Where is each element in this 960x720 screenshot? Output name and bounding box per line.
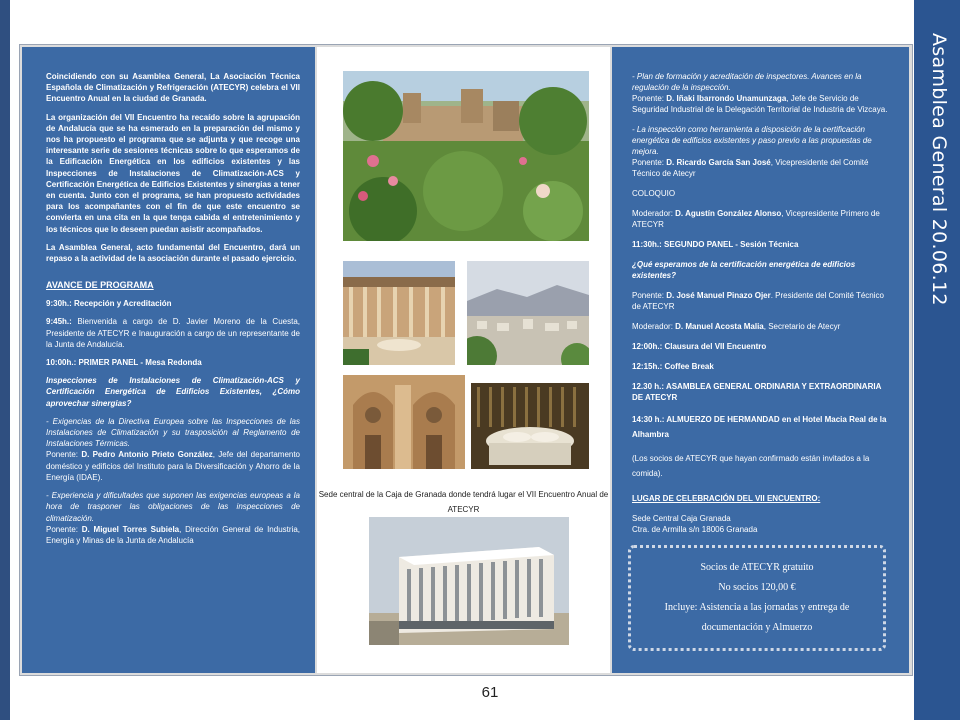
talk-3-speaker-name: D. Iñaki Ibarrondo Unamunzaga xyxy=(666,94,787,103)
lunch-note: (Los socios de ATECYR que hayan confirmado están invitados a la comida). xyxy=(632,454,870,478)
price-includes: Incluye: Asistencia a las jornadas y entrega de documentación y Almuerzo xyxy=(664,602,850,633)
moderator-2-name: D. Manuel Acosta Malia xyxy=(675,322,764,331)
brochure xyxy=(19,44,913,676)
program-item-1000: 10:00h.: PRIMER PANEL - Mesa Redonda xyxy=(46,358,202,368)
venue-line-1: Sede Central Caja Granada xyxy=(632,514,731,523)
talk-4-speaker-name: D. Ricardo García San José xyxy=(666,158,771,167)
alhambra-garden-photo xyxy=(343,71,589,241)
program-item-1130: 11:30h.: SEGUNDO PANEL - Sesión Técnica xyxy=(632,240,799,249)
left-panel xyxy=(22,47,315,673)
royal-chapel-photo xyxy=(471,383,589,469)
intro-paragraph-3: La Asamblea General, acto fundamental del Encuentro, dará un repaso a la actividad de la asociación durante el pasado ejercicio. xyxy=(46,242,300,264)
left-accent-strip xyxy=(0,0,10,720)
right-title-bar xyxy=(914,0,960,720)
panel1-title: Inspecciones de Instalaciones de Climatización-ACS y Certificación Energética de Edificios Existentes, ¿Cómo aprovechar sinergias? xyxy=(46,376,300,408)
moderator-2-role: , Secretario de Atecyr xyxy=(763,322,841,331)
moderator-1 xyxy=(632,208,893,230)
talk-4 xyxy=(632,124,893,179)
talk-1 xyxy=(46,416,300,483)
venue-line-2: Ctra. de Armilla s/n 18006 Granada xyxy=(632,525,758,534)
talk-1-speaker-label: Ponente: xyxy=(46,450,82,460)
middle-panel xyxy=(317,47,610,673)
talk-3-topic: - Plan de formación y acreditación de inspectores. Avances en la regulación de la inspección. xyxy=(632,72,862,92)
price-non-members: No socios 120,00 € xyxy=(718,582,796,593)
cathedral-photo xyxy=(343,375,465,469)
price-members: Socios de ATECYR gratuito xyxy=(700,562,814,573)
program-item-945-time: 9:45h.: xyxy=(46,317,72,327)
talk-5-speaker-role: . Presidente del Comité Técnico de ATECYR xyxy=(632,291,884,311)
moderator-2 xyxy=(632,321,893,332)
talk-5 xyxy=(632,290,893,312)
caja-granada-building-photo xyxy=(369,517,569,645)
program-item-1200: 12:00h.: Clausura del VII Encuentro xyxy=(632,342,767,351)
right-panel xyxy=(612,47,909,673)
court-of-lions-photo xyxy=(343,261,455,365)
talk-2-speaker-name: D. Miguel Torres Subiela xyxy=(81,524,180,534)
talk-4-speaker-label: Ponente: xyxy=(632,158,667,167)
talk-3-speaker-label: Ponente: xyxy=(632,94,667,103)
moderator-1-name: D. Agustín González Alonso xyxy=(675,209,782,218)
intro-paragraph-1: Coincidiendo con su Asamblea General, La Asociación Técnica Española de Climatización y Refrigeración (ATECYR) celebra el VII Encuentro Anual en la ciudad de Granada. xyxy=(46,72,300,104)
panel2-title: ¿Qué esperamos de la certificación energética de edificios existentes? xyxy=(632,260,856,280)
talk-1-topic: - Exigencias de la Directiva Europea sobre las Inspecciones de las Instalaciones de Climatización y su trasposición al Reglamento de Instalaciones Térmicas. xyxy=(46,416,300,449)
talk-1-speaker-name: D. Pedro Antonio Prieto González xyxy=(81,450,213,460)
talk-3 xyxy=(632,71,893,115)
talk-3-speaker-role: , Jefe de Servicio de Seguridad Industrial de la Delegación Territorial de Industria de Vizcaya. xyxy=(632,94,888,114)
program-heading: AVANCE DE PROGRAMA xyxy=(46,280,154,291)
talk-1-speaker-role: , Jefe del departamento doméstico y edificios del Instituto para la Diversificación y Ahorro de la Energía (IDAE). xyxy=(46,450,301,482)
coloquio-label: COLOQUIO xyxy=(632,189,676,198)
building-caption: Sede central de la Caja de Granada donde tendrá lugar el VII Encuentro Anual de ATECYR xyxy=(318,490,609,514)
moderator-1-role: , Vicepresidente Primero de ATECYR xyxy=(632,209,880,229)
talk-2-speaker-role: , Dirección General de Industria, Energía y Minas de la Junta de Andalucía xyxy=(46,524,300,545)
talk-2 xyxy=(46,490,300,546)
intro-paragraph-2: La organización del VII Encuentro ha recaído sobre la agrupación de Andalucía que se ha esmerado en la preparación del mismo y nos ha propuesto el programa que se adjunta y que recoge una interesante serie de sesiones técnicas sobre lo que esperamos de la Edificación Energética en los edificios existentes y las Inspecciones de Instalaciones de Climatización-ACS y Certificación Energética de Edificios Existentes y sinergias a tener en cuenta. Junto con el programa, se han propuesto actividades para los acompañantes con el fin de que este encuentro se convierta en una cita en la que tenga cabida el entretenimiento y los técnicos que lo deseen puedan asistir acompañados. xyxy=(46,112,300,234)
granada-city-photo xyxy=(467,261,589,365)
page-number: 61 xyxy=(481,684,499,701)
moderator-1-label: Moderador: xyxy=(632,209,676,218)
slide-title: Asamblea General 20.06.12 xyxy=(928,33,950,306)
moderator-2-label: Moderador: xyxy=(632,322,676,331)
program-item-945 xyxy=(46,316,300,350)
pricing-box xyxy=(628,545,886,651)
program-item-1215: 12:15h.: Coffee Break xyxy=(632,362,714,371)
talk-5-speaker-label: Ponente: xyxy=(632,291,667,300)
talk-2-speaker-label: Ponente: xyxy=(46,524,82,534)
program-item-1230: 12.30 h.: ASAMBLEA GENERAL ORDINARIA Y EXTRAORDINARIA DE ATECYR xyxy=(632,382,882,402)
program-item-1430: 14:30 h.: ALMUERZO DE HERMANDAD en el Hotel Macia Real de la Alhambra xyxy=(632,415,887,439)
talk-5-speaker-name: D. José Manuel Pinazo Ojer xyxy=(666,291,771,300)
talk-4-speaker-role: , Vicepresidente del Comité Técnico de Atecyr xyxy=(632,158,869,178)
program-item-945-text: Bienvenida a cargo de D. Javier Moreno de la Cuesta, Presidente de ATECYR e Inauguración a cargo de un representante de la Junta de Andalucía. xyxy=(46,317,300,349)
talk-4-topic: - La inspección como herramienta a disposición de la certificación energética de edificios existentes y paso previo a las propuestas de mejora. xyxy=(632,125,872,156)
venue-heading: LUGAR DE CELEBRACIÓN DEL VII ENCUENTRO: xyxy=(632,494,821,503)
program-item-930: 9:30h.: Recepción y Acreditación xyxy=(46,299,172,309)
talk-2-topic: - Experiencia y dificultades que suponen las exigencias europeas a la hora de trasponer las obligaciones de las inspecciones de climatización. xyxy=(46,491,300,523)
